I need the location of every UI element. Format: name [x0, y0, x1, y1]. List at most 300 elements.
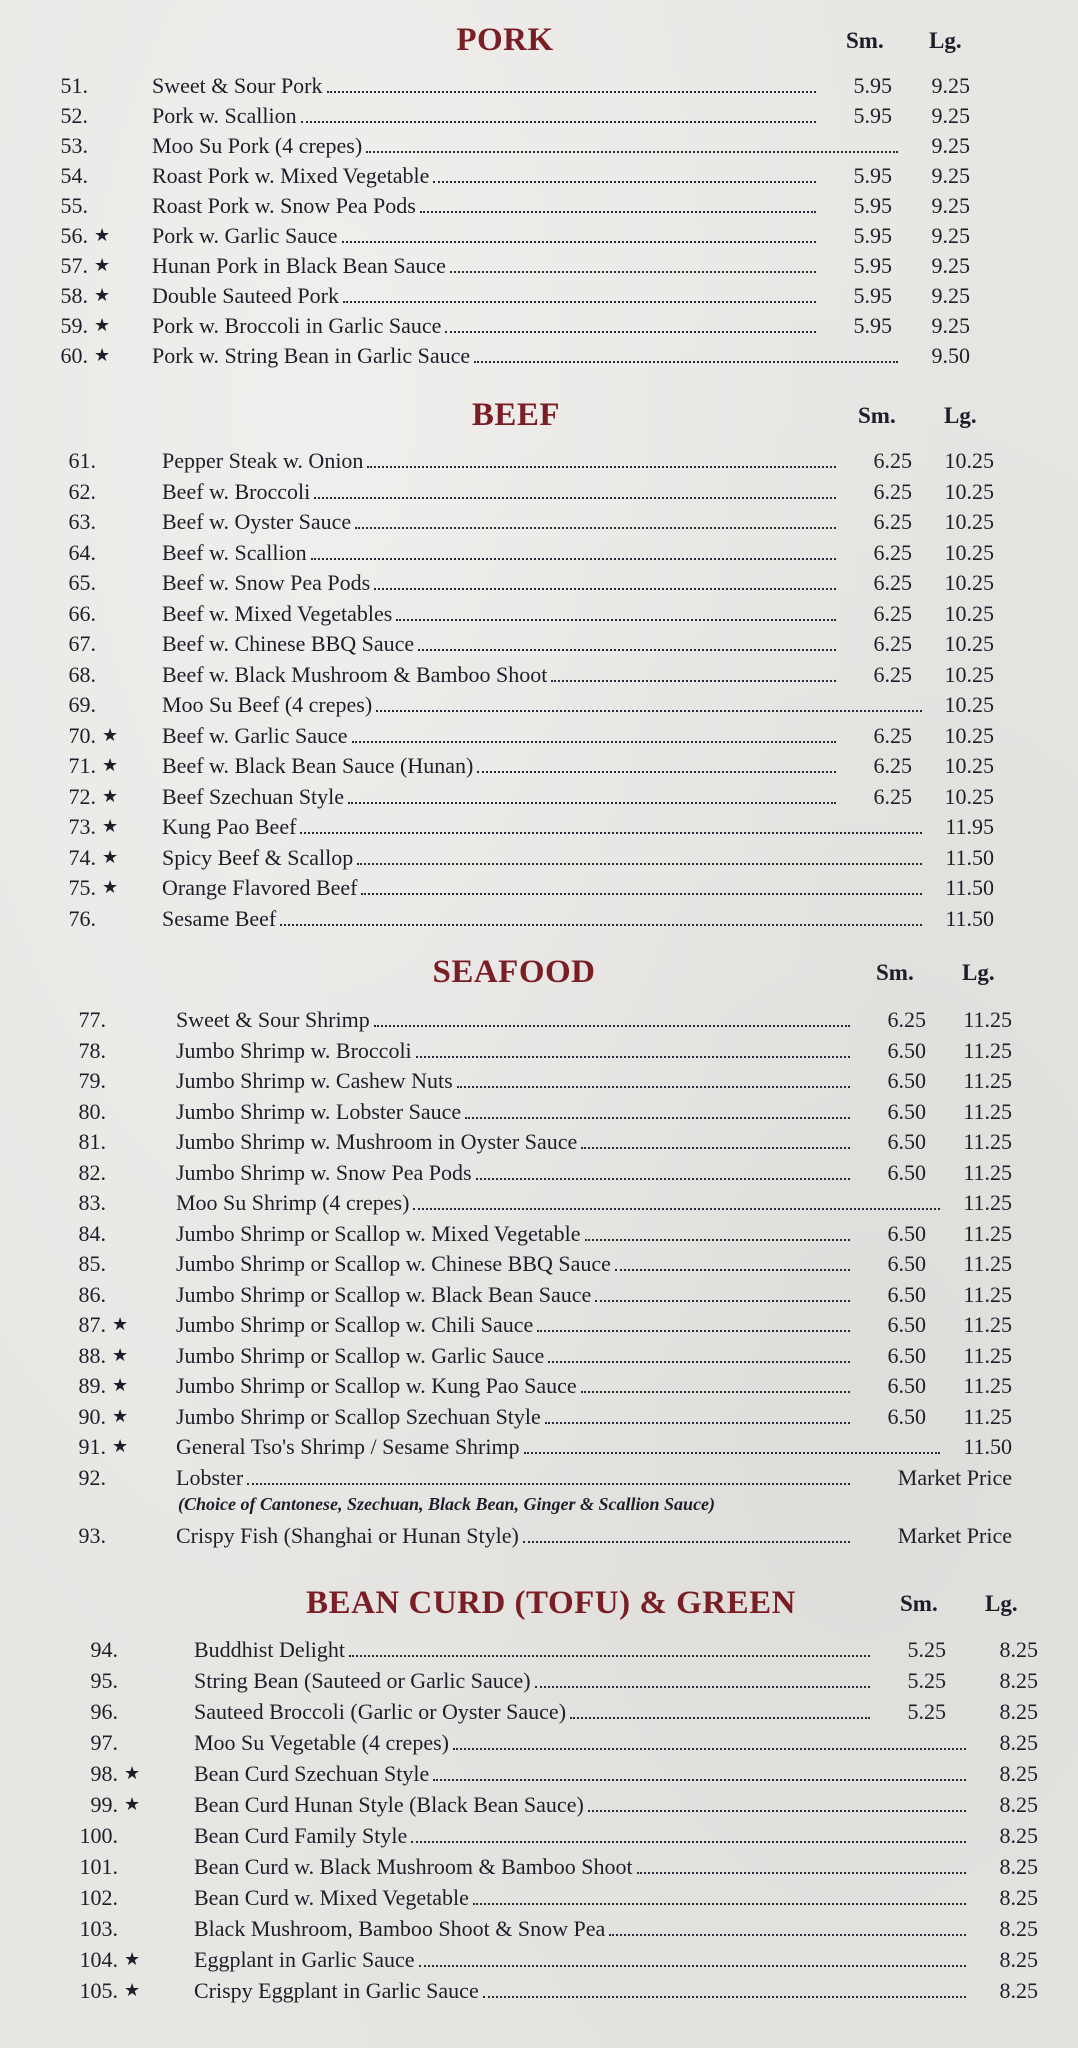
menu-item-row — [0, 628, 1078, 659]
dot-leader — [581, 1147, 850, 1149]
menu-item-row — [0, 220, 1078, 251]
item-name-line — [176, 1309, 850, 1340]
menu-item-row — [0, 659, 1078, 690]
large-column-header: Lg. — [962, 960, 995, 985]
item-number: 73. — [68, 814, 96, 839]
star-icon: ★ — [102, 846, 119, 867]
item-name: Double Sauteed Pork — [152, 283, 339, 308]
large-price: 11.50 — [945, 905, 994, 931]
item-number: 81. — [78, 1129, 106, 1154]
menu-item-row — [0, 1820, 1078, 1851]
item-name-line — [176, 1157, 850, 1188]
item-name: Bean Curd Family Style — [194, 1823, 408, 1848]
item-name: Roast Pork w. Mixed Vegetable — [152, 163, 430, 188]
small-column-header: Sm. — [858, 403, 896, 428]
item-number: 92. — [78, 1464, 106, 1490]
item-number: 56. — [60, 223, 88, 248]
menu-item-row — [0, 1187, 1078, 1218]
item-name: Bean Curd Szechuan Style — [194, 1761, 430, 1786]
dot-leader — [374, 588, 836, 590]
dot-leader — [585, 1239, 850, 1241]
item-name: Moo Su Beef (4 crepes) — [162, 692, 373, 717]
menu-item-row — [0, 250, 1078, 281]
item-number: 80. — [78, 1098, 106, 1124]
item-name: Sesame Beef — [162, 905, 277, 931]
large-price: 9.25 — [931, 223, 970, 248]
menu-item-row — [0, 160, 1078, 191]
dot-leader — [524, 1452, 940, 1454]
item-name-line — [194, 1820, 966, 1851]
item-number: 93. — [78, 1523, 106, 1548]
small-price: 6.50 — [887, 1373, 926, 1398]
star-icon: ★ — [124, 1763, 141, 1783]
dot-leader — [418, 649, 836, 651]
dot-leader — [523, 1541, 850, 1543]
item-number: 87. — [78, 1312, 106, 1337]
star-icon: ★ — [94, 285, 111, 305]
item-name: Moo Su Shrimp (4 crepes) — [176, 1190, 410, 1215]
item-number: 71. — [68, 753, 96, 778]
item-name: Crispy Fish (Shanghai or Hunan Style) — [176, 1523, 519, 1548]
small-price: 5.95 — [853, 313, 892, 338]
large-price: 11.25 — [963, 1068, 1012, 1093]
menu-item-row — [0, 1944, 1078, 1975]
dot-leader — [349, 1655, 870, 1657]
item-name: Pork w. Scallion — [152, 103, 297, 128]
item-name-line — [152, 70, 816, 101]
large-price: 10.25 — [944, 722, 994, 748]
dot-leader — [301, 121, 816, 123]
section-title: BEEF — [471, 397, 561, 433]
large-price: 11.25 — [963, 1403, 1012, 1429]
large-price: 10.25 — [944, 661, 994, 687]
item-name: Sweet & Sour Shrimp — [176, 1007, 370, 1032]
item-name-line — [162, 445, 836, 476]
dot-leader — [376, 710, 922, 712]
dot-leader — [551, 680, 836, 682]
item-name: Jumbo Shrimp w. Snow Pea Pods — [176, 1159, 472, 1185]
large-price: 11.25 — [963, 1342, 1012, 1368]
item-name-line — [194, 1851, 966, 1882]
item-name: Jumbo Shrimp or Scallop w. Garlic Sauce — [176, 1342, 545, 1368]
item-name-line — [152, 280, 816, 311]
menu-item-row — [0, 1248, 1078, 1279]
menu-item-row — [0, 1065, 1078, 1096]
star-icon: ★ — [124, 1794, 141, 1814]
item-name-line — [152, 250, 816, 281]
item-name: Beef w. Garlic Sauce — [162, 722, 348, 748]
large-price: 10.25 — [944, 753, 994, 778]
item-name-line — [152, 100, 816, 131]
menu-item-row — [0, 280, 1078, 311]
dot-leader — [476, 1178, 850, 1180]
item-number: 97. — [90, 1730, 118, 1755]
item-name-line — [176, 1431, 940, 1462]
star-icon: ★ — [94, 225, 111, 245]
item-name: Sweet & Sour Pork — [152, 73, 323, 98]
item-number: 54. — [60, 163, 88, 188]
item-name-line — [152, 220, 816, 251]
large-price: 10.25 — [944, 783, 994, 809]
menu-item-row — [0, 537, 1078, 568]
dot-leader — [450, 271, 816, 273]
item-name-line — [194, 1975, 966, 2006]
star-icon: ★ — [112, 1405, 129, 1426]
menu-item-row — [0, 1634, 1078, 1665]
item-name-line — [152, 130, 898, 161]
item-number: 101. — [79, 1854, 118, 1879]
large-price: 10.25 — [944, 478, 994, 504]
item-name: Jumbo Shrimp w. Mushroom in Oyster Sauce — [176, 1129, 578, 1154]
small-price: 6.25 — [873, 570, 912, 595]
item-name-line — [176, 1096, 850, 1127]
item-name-line — [152, 160, 816, 191]
item-name: Jumbo Shrimp or Scallop w. Black Bean Sauce — [176, 1281, 592, 1307]
item-name-line — [194, 1696, 870, 1727]
dot-leader — [637, 1872, 966, 1874]
small-price: 6.25 — [873, 448, 912, 473]
item-name: Spicy Beef & Scallop — [162, 844, 354, 870]
item-name: Jumbo Shrimp or Scallop w. Mixed Vegetable — [176, 1220, 581, 1246]
dot-leader — [366, 151, 898, 153]
menu-item-row — [0, 1309, 1078, 1340]
item-number: 72. — [68, 783, 96, 809]
item-name-line — [162, 628, 836, 659]
menu-item-row — [0, 1882, 1078, 1913]
section-beef — [0, 397, 1078, 937]
item-name: Pork w. Garlic Sauce — [152, 223, 338, 248]
item-name-line — [162, 659, 836, 690]
large-price: 9.25 — [931, 193, 970, 218]
item-number: 64. — [68, 539, 96, 565]
item-name: Moo Su Vegetable (4 crepes) — [194, 1730, 449, 1755]
star-icon: ★ — [94, 255, 111, 275]
small-price: 6.25 — [873, 661, 912, 687]
item-name-line — [176, 1462, 850, 1493]
large-price: 8.25 — [999, 1730, 1038, 1755]
small-price: 6.50 — [887, 1098, 926, 1124]
item-name-line — [162, 689, 922, 720]
star-icon: ★ — [112, 1314, 129, 1334]
large-price: 11.95 — [945, 814, 994, 839]
item-name-line — [162, 872, 922, 903]
dot-leader — [348, 802, 836, 804]
small-price: 5.25 — [907, 1637, 946, 1662]
dot-leader — [433, 1779, 966, 1781]
menu-item-row — [0, 1520, 1078, 1551]
item-name: Jumbo Shrimp or Scallop w. Chinese BBQ Sauce — [176, 1251, 611, 1276]
dot-leader — [537, 1330, 850, 1332]
menu-item-row — [0, 1431, 1078, 1462]
item-number: 84. — [78, 1220, 106, 1246]
item-name: Lobster — [176, 1464, 244, 1490]
item-name-line — [176, 1004, 850, 1035]
item-number: 74. — [68, 844, 96, 870]
item-number: 78. — [78, 1037, 106, 1063]
item-name-line — [194, 1634, 870, 1665]
large-price: 10.25 — [944, 631, 994, 656]
large-price: 11.25 — [963, 1129, 1012, 1154]
dot-leader — [343, 301, 816, 303]
large-price: 8.25 — [999, 1854, 1038, 1879]
large-column-header: Lg. — [985, 1591, 1018, 1616]
item-name: Crispy Eggplant in Garlic Sauce — [194, 1978, 479, 2003]
small-price: 6.25 — [873, 539, 912, 565]
large-price: 11.25 — [963, 1190, 1012, 1215]
menu-item-row — [0, 476, 1078, 507]
small-column-header: Sm. — [876, 960, 914, 985]
small-price: 5.95 — [853, 253, 892, 278]
item-number: 55. — [60, 193, 88, 218]
item-name: Beef Szechuan Style — [162, 783, 345, 809]
large-price: 11.25 — [963, 1037, 1012, 1063]
menu-item-row — [0, 903, 1078, 934]
item-number: 75. — [68, 875, 96, 900]
item-number: 96. — [90, 1699, 118, 1724]
star-icon: ★ — [94, 315, 111, 335]
item-name-line — [162, 476, 836, 507]
dot-leader — [581, 1391, 850, 1393]
large-price: 8.25 — [999, 1761, 1038, 1786]
menu-item-row — [0, 567, 1078, 598]
large-column-header: Lg. — [944, 403, 977, 428]
item-number: 59. — [60, 313, 88, 338]
item-name-line — [162, 903, 922, 934]
dot-leader — [473, 1903, 966, 1905]
large-price: 11.50 — [945, 875, 994, 900]
large-price: 10.25 — [944, 539, 994, 565]
item-number: 65. — [68, 570, 96, 595]
dot-leader — [588, 1810, 966, 1812]
dot-leader — [300, 832, 922, 834]
small-column-header: Sm. — [846, 28, 884, 53]
item-name: Roast Pork w. Snow Pea Pods — [152, 193, 416, 218]
small-price: 6.50 — [887, 1312, 926, 1337]
large-price: 11.50 — [945, 844, 994, 870]
menu-item-row — [0, 1789, 1078, 1820]
large-price: 8.25 — [999, 1978, 1038, 2003]
menu-item-row — [0, 1851, 1078, 1882]
dot-leader — [570, 1717, 870, 1719]
item-name-line — [194, 1913, 966, 1944]
item-name: Beef w. Mixed Vegetables — [162, 600, 393, 626]
star-icon: ★ — [94, 345, 111, 365]
small-price: 5.95 — [853, 283, 892, 308]
star-icon: ★ — [112, 1375, 129, 1395]
item-number: 103. — [79, 1916, 118, 1941]
item-name-line — [194, 1882, 966, 1913]
large-price: 9.25 — [931, 253, 970, 278]
item-number: 86. — [78, 1281, 106, 1307]
item-name: Jumbo Shrimp w. Broccoli — [176, 1037, 412, 1063]
item-number: 102. — [79, 1885, 118, 1910]
dot-leader — [411, 1841, 966, 1843]
menu-item-row — [0, 340, 1078, 371]
dot-leader — [357, 863, 922, 865]
item-number: 90. — [78, 1403, 106, 1429]
star-icon: ★ — [124, 1949, 141, 1969]
menu-item-row — [0, 1035, 1078, 1066]
item-name-line — [162, 811, 922, 842]
dot-leader — [311, 558, 836, 560]
item-name: Beef w. Broccoli — [162, 478, 311, 504]
small-price: 6.25 — [873, 631, 912, 656]
item-name-line — [176, 1401, 850, 1432]
item-number: 82. — [78, 1159, 106, 1185]
large-price: 11.25 — [963, 1220, 1012, 1246]
large-price: 10.25 — [944, 600, 994, 626]
menu-item-row — [0, 689, 1078, 720]
menu-item-row — [0, 1370, 1078, 1401]
menu-item-row — [0, 1157, 1078, 1188]
item-name-line — [176, 1340, 850, 1371]
item-number: 88. — [78, 1342, 106, 1368]
small-price: 5.25 — [907, 1668, 946, 1693]
large-price: 10.25 — [944, 448, 994, 473]
item-name-line — [162, 750, 836, 781]
item-name: Jumbo Shrimp w. Lobster Sauce — [176, 1098, 462, 1124]
menu-item-row — [0, 720, 1078, 751]
section-seafood — [0, 954, 1078, 1584]
dot-leader — [445, 331, 816, 333]
menu-item-row — [0, 1758, 1078, 1789]
item-name: Jumbo Shrimp w. Cashew Nuts — [176, 1068, 453, 1093]
item-name: Beef w. Chinese BBQ Sauce — [162, 631, 415, 656]
small-column-header: Sm. — [900, 1591, 938, 1616]
small-price: 5.95 — [853, 73, 892, 98]
item-number: 52. — [60, 103, 88, 128]
large-price: 11.25 — [963, 1007, 1012, 1032]
menu-item-row — [0, 310, 1078, 341]
item-number: 51. — [60, 73, 88, 98]
menu-item-row — [0, 1126, 1078, 1157]
item-note: (Choice of Cantonese, Szechuan, Black Bean, Ginger & Scallion Sauce) — [178, 1494, 716, 1514]
dot-leader — [477, 771, 836, 773]
star-icon: ★ — [124, 1980, 141, 2000]
item-name: Orange Flavored Beef — [162, 875, 358, 900]
dot-leader — [420, 211, 816, 213]
item-number: 94. — [90, 1637, 118, 1662]
small-price: 6.50 — [887, 1342, 926, 1368]
item-name-line — [176, 1126, 850, 1157]
large-price: 9.25 — [931, 283, 970, 308]
item-name-line — [176, 1065, 850, 1096]
dot-leader — [367, 466, 836, 468]
dot-leader — [595, 1300, 850, 1302]
item-number: 85. — [78, 1251, 106, 1276]
star-icon: ★ — [102, 724, 119, 745]
item-name-line — [176, 1035, 850, 1066]
dot-leader — [280, 924, 922, 926]
menu-item-row — [0, 130, 1078, 161]
dot-leader — [355, 527, 836, 529]
large-price: 9.25 — [931, 163, 970, 188]
dot-leader — [535, 1686, 870, 1688]
small-price: 6.25 — [873, 783, 912, 809]
menu-item-row — [0, 1279, 1078, 1310]
item-number: 66. — [68, 600, 96, 626]
menu-item-row — [0, 598, 1078, 629]
small-price: 5.95 — [853, 103, 892, 128]
star-icon: ★ — [102, 755, 119, 775]
item-name-line — [162, 781, 836, 812]
item-name-line — [162, 506, 836, 537]
large-price: 11.25 — [963, 1098, 1012, 1124]
item-number: 104. — [79, 1947, 118, 1972]
section-bean-curd — [0, 1585, 1078, 2045]
small-price: 6.50 — [887, 1068, 926, 1093]
item-number: 63. — [68, 509, 96, 534]
large-column-header: Lg. — [929, 28, 962, 53]
item-name: Beef w. Black Mushroom & Bamboo Shoot — [162, 661, 548, 687]
menu-item-row — [0, 445, 1078, 476]
small-price: 6.25 — [873, 600, 912, 626]
menu-item-row — [0, 1913, 1078, 1944]
item-number: 99. — [90, 1792, 118, 1817]
item-name: Eggplant in Garlic Sauce — [194, 1947, 415, 1972]
dot-leader — [609, 1934, 966, 1936]
item-number: 61. — [68, 448, 96, 473]
item-name-line — [194, 1944, 966, 1975]
small-price: 5.95 — [853, 193, 892, 218]
small-price: 5.95 — [853, 223, 892, 248]
small-price: 5.95 — [853, 163, 892, 188]
market-price: Market Price — [897, 1464, 1012, 1490]
dot-leader — [247, 1483, 850, 1485]
large-price: 8.25 — [999, 1668, 1038, 1693]
small-price: 6.25 — [887, 1007, 926, 1032]
menu-item-row — [0, 750, 1078, 781]
item-name: Bean Curd Hunan Style (Black Bean Sauce) — [194, 1792, 584, 1817]
small-price: 6.50 — [887, 1037, 926, 1063]
item-name-line — [162, 537, 836, 568]
item-name: Sauteed Broccoli (Garlic or Oyster Sauce) — [194, 1699, 567, 1724]
large-price: 8.25 — [999, 1947, 1038, 1972]
item-number: 91. — [78, 1434, 106, 1459]
item-number: 89. — [78, 1373, 106, 1398]
dot-leader — [327, 91, 817, 93]
item-number: 83. — [78, 1190, 106, 1215]
small-price: 6.50 — [887, 1281, 926, 1307]
menu-item-row — [0, 1696, 1078, 1727]
dot-leader — [433, 181, 816, 183]
menu-item-row — [0, 811, 1078, 842]
item-name: Bean Curd w. Mixed Vegetable — [194, 1885, 469, 1910]
small-price: 6.50 — [887, 1251, 926, 1276]
menu-item-row — [0, 1096, 1078, 1127]
item-name-line — [162, 720, 836, 751]
dot-leader — [545, 1422, 850, 1424]
dot-leader — [483, 1996, 966, 1998]
item-number: 79. — [78, 1068, 106, 1093]
item-number: 98. — [90, 1761, 118, 1786]
item-name: Buddhist Delight — [194, 1637, 345, 1662]
dot-leader — [453, 1748, 966, 1750]
menu-item-row — [0, 1004, 1078, 1035]
dot-leader — [615, 1269, 850, 1271]
dot-leader — [361, 893, 922, 895]
small-price: 6.50 — [887, 1220, 926, 1246]
section-title: PORK — [456, 22, 554, 58]
star-icon: ★ — [112, 1344, 129, 1365]
star-icon: ★ — [102, 816, 119, 836]
item-number: 95. — [90, 1668, 118, 1693]
small-price: 6.25 — [873, 509, 912, 534]
small-price: 6.25 — [873, 753, 912, 778]
item-name-line — [162, 842, 922, 873]
dot-leader — [314, 497, 836, 499]
item-number: 69. — [68, 692, 96, 717]
